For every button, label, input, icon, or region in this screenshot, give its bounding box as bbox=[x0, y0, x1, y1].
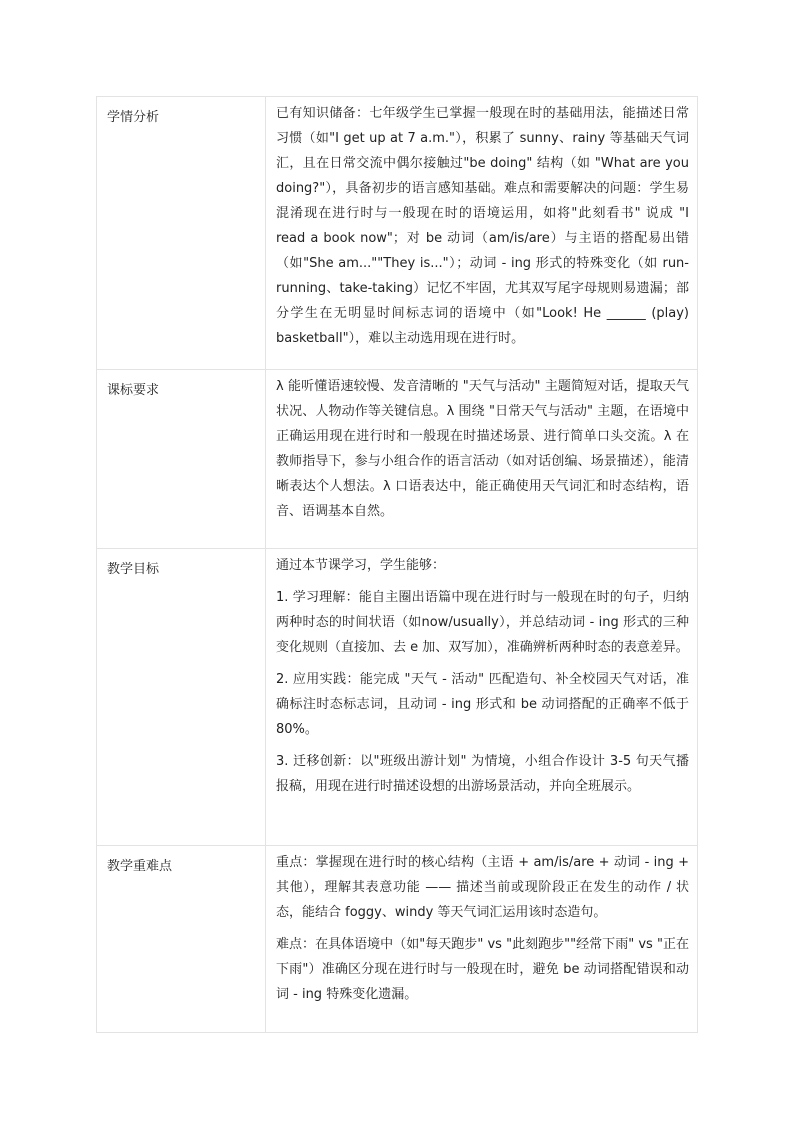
content-paragraph: λ 能听懂语速较慢、发音清晰的 "天气与活动" 主题简短对话，提取天气状况、人物动作等关键信息。λ 围绕 "日常天气与活动" 主题，在语境中正确运用现在进行时和一般现在时描述场景、进行简单口头交流。λ 在教师指导下，参与小组合作的语言活动（如对话创编、场景描述），能清晰表达个人想法。λ 口语表达中，能正确使用天气词汇和时态结构，语音、语调基本自然。 bbox=[276, 379, 689, 519]
table-row bbox=[97, 549, 698, 846]
content-paragraph: 通过本节课学习，学生能够： bbox=[276, 558, 446, 573]
row-label: 学情分析 bbox=[97, 97, 266, 370]
content-paragraph: 3. 迁移创新：以"班级出游计划" 为情境，小组合作设计 3-5 句天气播报稿，用现在进行时描述设想的出游场景活动，并向全班展示。 bbox=[276, 754, 689, 794]
content-paragraph: 1. 学习理解：能自主圈出语篇中现在进行时与一般现在时的句子，归纳两种时态的时间状语（如now/usually），并总结动词 - ing 形式的三种变化规则（直接加、去 e 加、双写加），准确辨析两种时态的表意差异。 bbox=[276, 590, 689, 655]
row-label: 教学重难点 bbox=[97, 846, 266, 1033]
row-content bbox=[266, 549, 698, 846]
row-content bbox=[266, 846, 698, 1033]
content-paragraph: 重点：掌握现在进行时的核心结构（主语 + am/is/are + 动词 - ing + 其他），理解其表意功能 —— 描述当前或现阶段正在发生的动作 / 状态，能结合 foggy、windy 等天气词汇运用该时态造句。 bbox=[276, 855, 689, 920]
content-paragraph: 2. 应用实践：能完成 "天气 - 活动" 匹配造句、补全校园天气对话，准确标注时态标志词，且动词 - ing 形式和 be 动词搭配的正确率不低于 80%。 bbox=[276, 672, 689, 737]
content-paragraph: 难点：在具体语境中（如"每天跑步" vs "此刻跑步""经常下雨" vs "正在下雨"）准确区分现在进行时与一般现在时，避免 be 动词搭配错误和动词 - ing 特殊变化遗漏。 bbox=[276, 937, 689, 1002]
content-paragraph: 已有知识储备：七年级学生已掌握一般现在时的基础用法，能描述日常习惯（如"I get up at 7 a.m."），积累了 sunny、rainy 等基础天气词汇，且在日常交流中偶尔接触过"be doing" 结构（如 "What are you doing?"），具备初步的语言感知基础。难点和需要解决的问题：学生易混淆现在进行时与一般现在时的语境运用，如将"此刻看书" 说成 "I read a book now"；对 be 动词（am/is/are）与主语的搭配易出错（如"She am...""They is..."）；动词 - ing 形式的特殊变化（如 run-running、take-taking）记忆不牢固，尤其双写尾字母规则易遗漏；部分学生在无明显时间标志词的语境中（如"Look! He ______ (play) basketball"），难以主动选用现在进行时。 bbox=[276, 106, 689, 346]
row-content bbox=[266, 370, 698, 549]
table-row bbox=[97, 97, 698, 370]
table-row bbox=[97, 370, 698, 549]
lesson-plan-table bbox=[96, 96, 698, 1033]
row-label: 教学目标 bbox=[97, 549, 266, 846]
row-content bbox=[266, 97, 698, 370]
row-label: 课标要求 bbox=[97, 370, 266, 549]
table-row bbox=[97, 846, 698, 1033]
